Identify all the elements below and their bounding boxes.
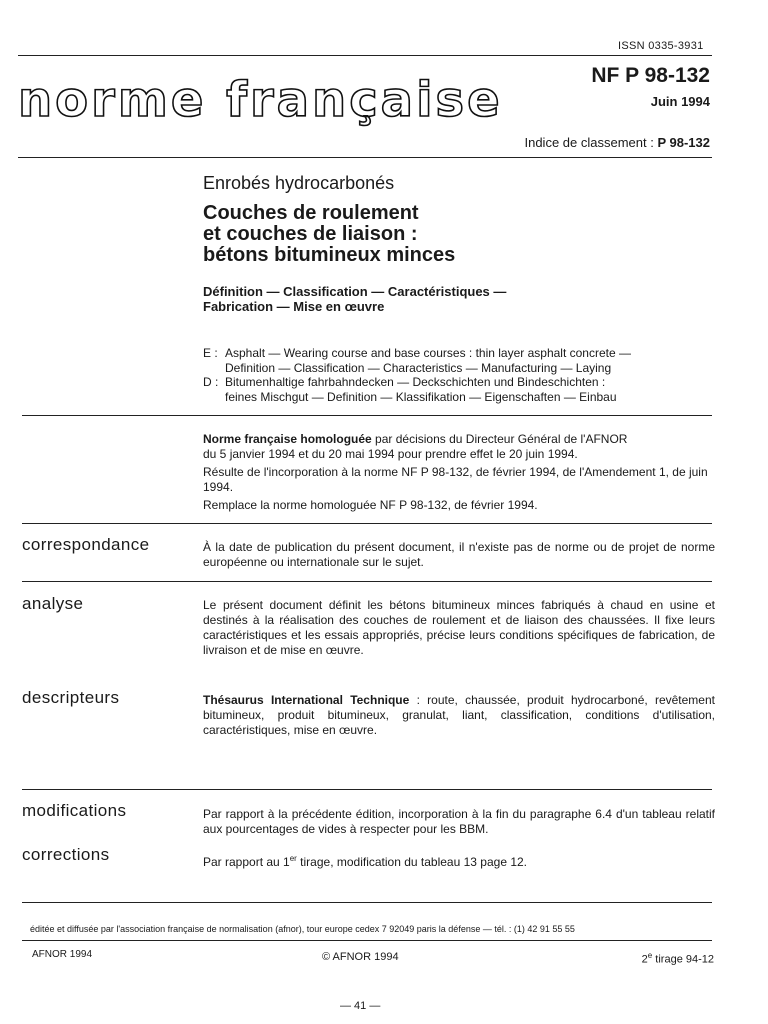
section-label-corrections: corrections: [22, 845, 110, 864]
subtitle-line: Définition — Classification — Caractéristiques —: [203, 284, 507, 299]
descripteurs-text: Thésaurus International Technique : route, chaussée, produit hydrocarboné, revêtement bitumineux, produit bitumineux, granulat, liant, classification, conditions d'utilisation, caractéristiques, mise en œuvre.: [203, 693, 715, 737]
translations-rule: [22, 415, 712, 416]
document-subtitle: [203, 284, 506, 314]
title-line: et couches de liaison :: [203, 223, 418, 245]
classification-value: P 98-132: [657, 135, 710, 150]
translation-line: Definition — Classification — Characteristics — Manufacturing — Laying: [225, 361, 612, 375]
translation-line: Bitumenhaltige fahrbahndecken — Deckschichten und Bindeschichten :: [225, 375, 606, 389]
document-subject: Enrobés hydrocarbonés: [203, 173, 395, 193]
footer-top-rule: [22, 902, 712, 903]
standard-number: NF P 98-132: [591, 64, 710, 87]
title-line: bétons bitumineux minces: [203, 244, 456, 266]
standard-date: Juin 1994: [650, 94, 710, 109]
translation-line: feines Mischgut — Definition — Klassifikation — Eigenschaften — Einbau: [225, 390, 617, 404]
footer-rule: [22, 940, 712, 941]
section-label-modifications: modifications: [22, 801, 127, 820]
section-label-analyse: analyse: [22, 594, 84, 613]
homologation-rule: [22, 523, 712, 524]
classification-index: [420, 135, 710, 150]
corrections-text: Par rapport au 1er tirage, modification du tableau 13 page 12.: [203, 854, 528, 869]
issn: ISSN 0335-3931: [618, 40, 704, 52]
translation-line: Asphalt — Wearing course and base courses : thin layer asphalt concrete —: [225, 346, 631, 360]
translation-german: [203, 375, 617, 405]
translation-english: [203, 346, 631, 376]
classification-label: Indice de classement :: [524, 135, 654, 150]
language-code: E :: [203, 346, 218, 360]
descripteurs-rule: [22, 789, 712, 790]
header-rule: [18, 55, 712, 56]
print-run: 2e tirage 94-12: [641, 951, 714, 966]
header-bottom-rule: [18, 157, 712, 158]
section-label-correspondance: correspondance: [22, 535, 150, 554]
homologation-dates: du 5 janvier 1994 et du 20 mai 1994 pour prendre effet le 20 juin 1994.: [203, 447, 578, 461]
subtitle-line: Fabrication — Mise en œuvre: [203, 299, 385, 314]
homologation-block: [203, 432, 715, 516]
language-code: D :: [203, 375, 219, 389]
footer-left-mark: AFNOR 1994: [32, 949, 93, 960]
publisher-line: éditée et diffusée par l'association française de normalisation (afnor), tour europe cedex 7 92049 paris la défense — tél. : (1) 42 91 55 55: [30, 924, 575, 934]
page-number: — 41 —: [340, 1000, 381, 1012]
copyright: © AFNOR 1994: [322, 951, 399, 963]
title-line: Couches de roulement: [203, 202, 419, 224]
remplace-text: Remplace la norme homologuée NF P 98-132, de février 1994.: [203, 498, 538, 512]
homologation-text: Norme française homologuée par décisions du Directeur Général de l'AFNOR du 5 janvier 1994 et du 20 mai 1994 pour prendre effet le 20 juin 1994.: [203, 432, 628, 461]
section-label-descripteurs: descripteurs: [22, 688, 120, 707]
analyse-text: Le présent document définit les bétons bitumineux minces fabriqués à chaud en usine et destinés à la réalisation des couches de roulement et de liaison des chaussées. Il fixe leurs caractéristiques et les essais appropriés, précise leurs conditions spécifiques de fabrication, de livraison et de mise en œuvre.: [203, 598, 715, 657]
correspondance-rule: [22, 581, 712, 582]
document-title: [203, 203, 623, 266]
correspondance-text: À la date de publication du présent document, il n'existe pas de norme ou de projet de norme européenne ou internationale sur le sujet.: [203, 540, 715, 569]
descripteurs-lead: Thésaurus International Technique: [203, 693, 410, 707]
brand-title: norme française: [18, 72, 503, 128]
homologation-lead: Norme française homologuée: [203, 432, 372, 446]
modifications-text: Par rapport à la précédente édition, incorporation à la fin du paragraphe 6.4 d'un tableau relatif aux pourcentages de vides à respecter pour les BBM.: [203, 807, 715, 836]
resulte-text: Résulte de l'incorporation à la norme NF P 98-132, de février 1994, de l'Amendement 1, de juin 1994.: [203, 465, 708, 494]
